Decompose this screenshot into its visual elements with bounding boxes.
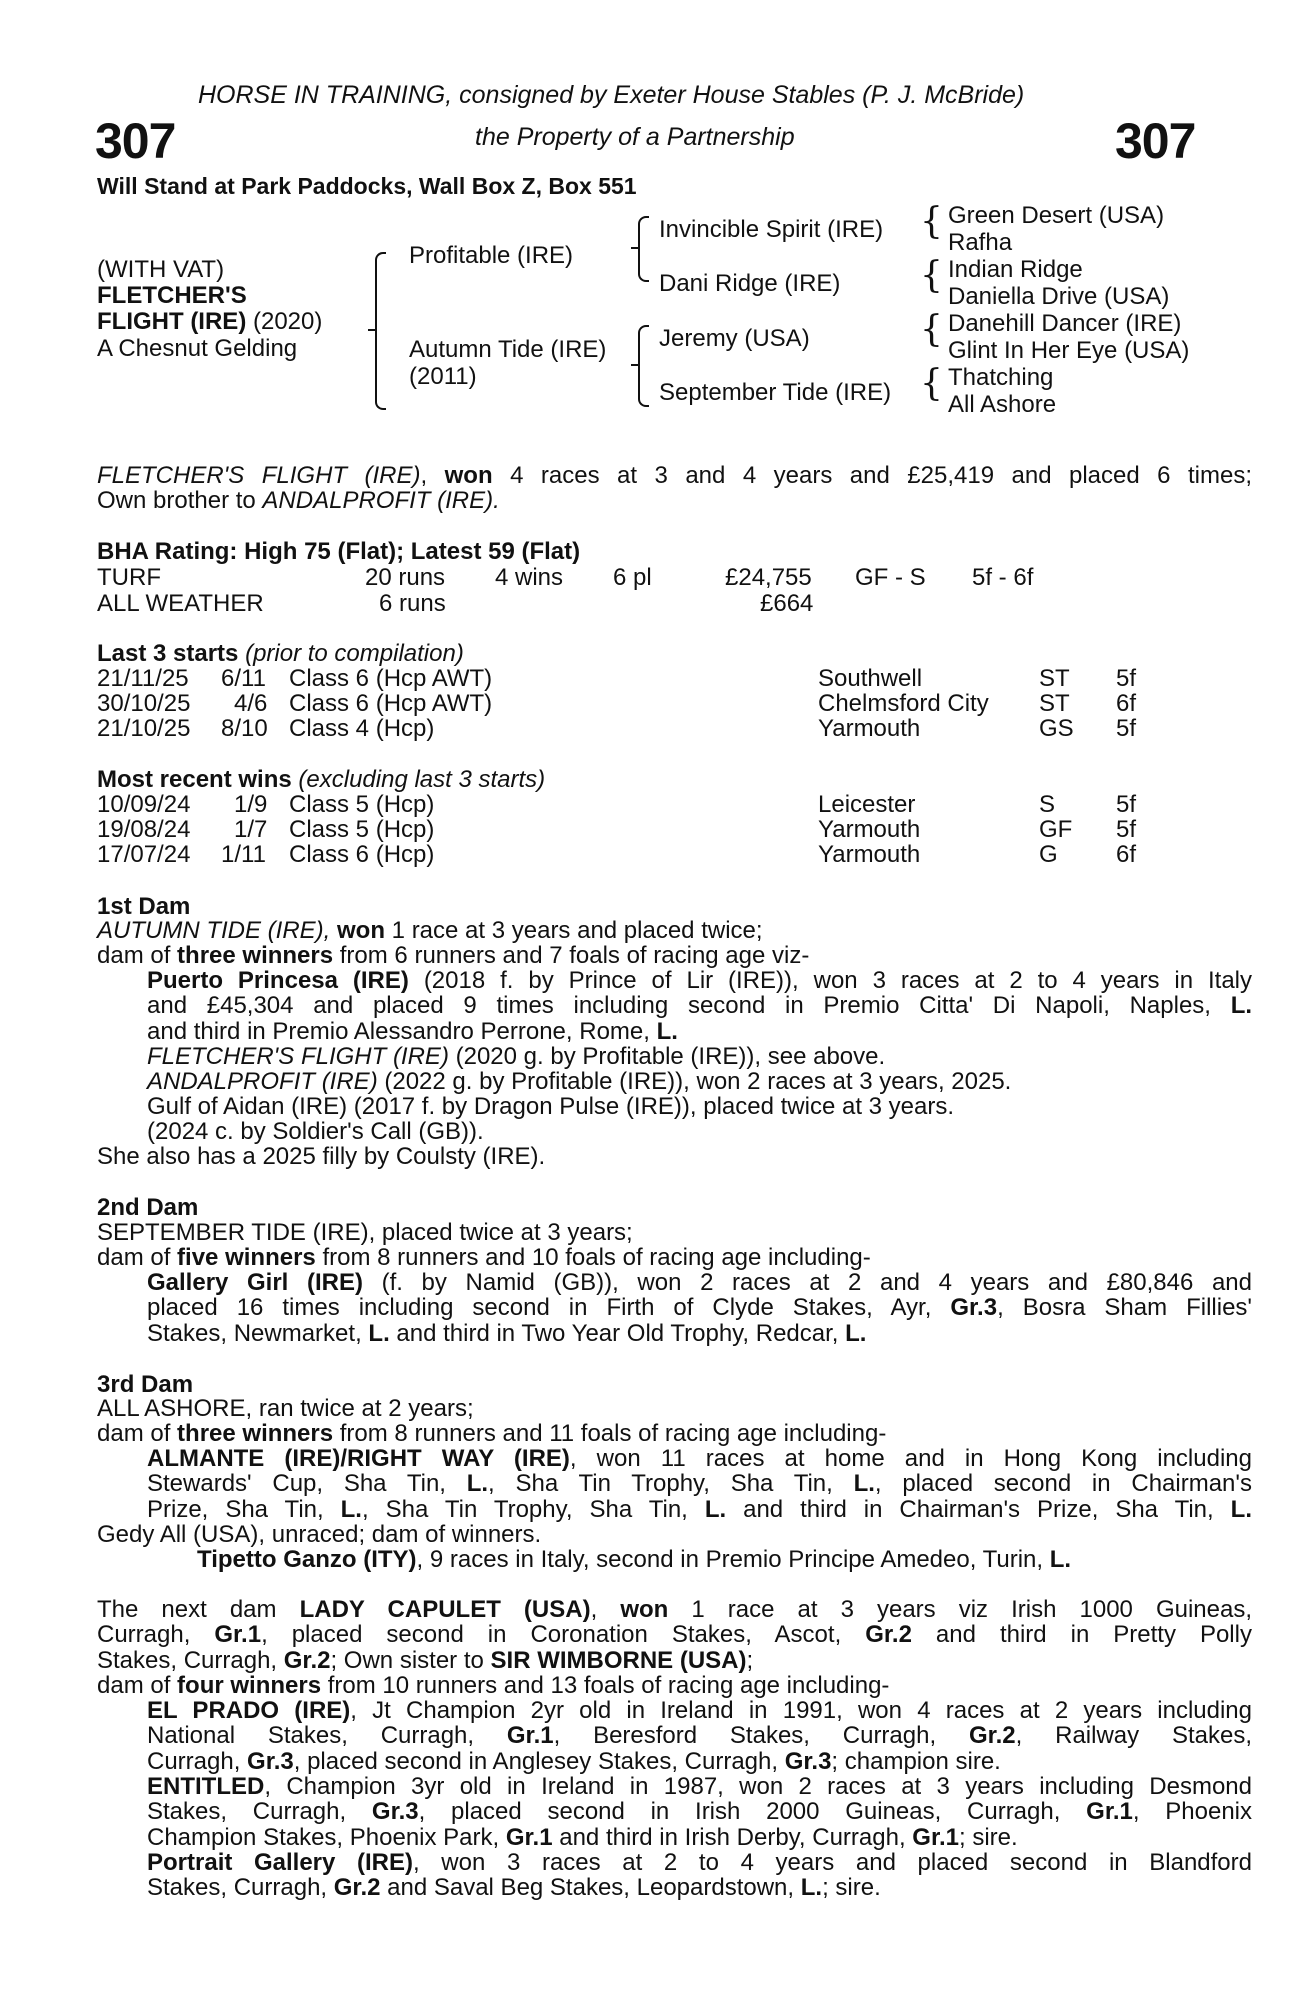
almante-entry: ALMANTE (IRE)/RIGHT WAY (IRE), won 11 races at home and in Hong Kong including Stewards' Cup, Sha Tin, L., Sha Tin Trophy, Sha Tin, L., placed second in Chairman's Prize, Sha Tin, L., Sha Tin Trophy, Sha Tin, L. and third in Chairman's Prize, Sha Tin, L. (147, 1445, 1252, 1523)
dam3-line2: dam of three winners from 8 runners and 11 foals of racing age including- (97, 1420, 887, 1447)
dam2-line2: dam of five winners from 8 runners and 10 foals of racing age including- (97, 1244, 871, 1271)
gedy-all-entry: Gedy All (USA), unraced; dam of winners. (97, 1521, 542, 1548)
brace-gg1: { (920, 201, 943, 242)
brace-gg3: { (920, 309, 943, 350)
gg-2: Rafha (948, 229, 1013, 256)
dam: Autumn Tide (IRE) (409, 336, 607, 363)
dam1-line1: AUTUMN TIDE (IRE), won 1 race at 3 years and placed twice; (97, 917, 763, 944)
consignor-title: HORSE IN TRAINING, consigned by Exeter House Stables (P. J. McBride) (198, 81, 1025, 109)
gg-7: Thatching (948, 364, 1054, 391)
next-dam-entry: The next dam LADY CAPULET (USA), won 1 race at 3 years viz Irish 1000 Guineas, Curragh, Gr.1, placed second in Coronation Stakes, Ascot, Gr.2 and third in Pretty Polly Stakes, Curragh, Gr.2; Own sister to SIR WIMBORNE (USA); (97, 1596, 1253, 1674)
horse-name-line2: FLIGHT (IRE) (2020) (97, 308, 323, 335)
sire-sire: Invincible Spirit (IRE) (659, 216, 884, 243)
race-summary: FLETCHER'S FLIGHT (IRE), won 4 races at 3 and 4 years and £25,419 and placed 6 times; Own brother to ANDALPROFIT (IRE). (97, 462, 1252, 515)
brace-sire-lower (638, 248, 649, 282)
sire-dam: Dani Ridge (IRE) (659, 270, 841, 297)
brace-main-lower (375, 330, 386, 410)
stand-location: Will Stand at Park Paddocks, Wall Box Z, Box 551 (97, 173, 637, 199)
brace-dam-lower (638, 365, 649, 407)
property-subtitle: the Property of a Partnership (475, 123, 795, 151)
gg-1: Green Desert (USA) (948, 202, 1165, 229)
dam1-heading: 1st Dam (97, 893, 191, 920)
horse-name-line1: FLETCHER'S (97, 282, 247, 309)
dam-sire: Jeremy (USA) (659, 325, 810, 352)
dam3-heading: 3rd Dam (97, 1371, 194, 1398)
brace-dam-upper (638, 325, 649, 367)
recent-wins-heading: Most recent wins (excluding last 3 starts) (97, 766, 546, 793)
lot-number-right: 307 (1115, 113, 1196, 169)
brace-gg4: { (920, 363, 943, 404)
colt-2024-entry: (2024 c. by Soldier's Call (GB)). (147, 1118, 484, 1145)
andalprofit-entry: ANDALPROFIT (IRE) (2022 g. by Profitable (IRE)), won 2 races at 3 years, 2025. (147, 1068, 1012, 1095)
lot-number-left: 307 (95, 113, 176, 169)
gg-5: Danehill Dancer (IRE) (948, 310, 1182, 337)
tipetto-ganzo-entry: Tipetto Ganzo (ITY), 9 races in Italy, second in Premio Principe Amedeo, Turin, L. (197, 1546, 1072, 1573)
horse-description: A Chesnut Gelding (97, 335, 298, 362)
dam-dam: September Tide (IRE) (659, 379, 892, 406)
dam1-line2: dam of three winners from 6 runners and 7 foals of racing age viz- (97, 942, 810, 969)
filly-2025-entry: She also has a 2025 filly by Coulsty (IRE). (97, 1143, 546, 1170)
sire: Profitable (IRE) (409, 242, 574, 269)
el-prado-entry: EL PRADO (IRE), Jt Champion 2yr old in Ireland in 1991, won 4 races at 2 years including National Stakes, Curragh, Gr.1, Beresford Stakes, Curragh, Gr.2, Railway Stakes, Curragh, Gr.3, placed second in Anglesey Stakes, Curragh, Gr.3; champion sire. (147, 1697, 1253, 1775)
brace-main-upper (375, 252, 386, 332)
gg-6: Glint In Her Eye (USA) (948, 337, 1190, 364)
dam2-line1: SEPTEMBER TIDE (IRE), placed twice at 3 years; (97, 1219, 633, 1246)
entitled-entry: ENTITLED, Champion 3yr old in Ireland in 1987, won 2 races at 3 years including Desmond Stakes, Curragh, Gr.3, placed second in Irish 2000 Guineas, Curragh, Gr.1, Phoenix Champion Stakes, Phoenix Park, Gr.1 and third in Irish Derby, Curragh, Gr.1; sire. (147, 1773, 1252, 1851)
next-dam-line4: dam of four winners from 10 runners and 13 foals of racing age including- (97, 1672, 890, 1699)
dam3-line1: ALL ASHORE, ran twice at 2 years; (97, 1395, 474, 1422)
dam-year: (2011) (409, 363, 477, 390)
gg-3: Indian Ridge (948, 256, 1083, 283)
dam2-heading: 2nd Dam (97, 1194, 199, 1221)
brace-gg2: { (920, 255, 943, 296)
gg-8: All Ashore (948, 391, 1057, 418)
last3-heading: Last 3 starts (prior to compilation) (97, 640, 464, 667)
gallery-girl-entry: Gallery Girl (IRE) (f. by Namid (GB)), won 2 races at 2 and 4 years and £80,846 and placed 16 times including second in Firth of Clyde Stakes, Ayr, Gr.3, Bosra Sham Fillies' Stakes, Newmarket, L. and third in Two Year Old Trophy, Redcar, L. (147, 1269, 1252, 1347)
portrait-gallery-entry: Portrait Gallery (IRE), won 3 races at 2 to 4 years and placed second in Blandford Stakes, Curragh, Gr.2 and Saval Beg Stakes, Leopardstown, L.; sire. (147, 1849, 1252, 1902)
bha-rating: BHA Rating: High 75 (Flat); Latest 59 (Flat) (97, 538, 581, 565)
puerto-princesa-entry: Puerto Princesa (IRE) (2018 f. by Prince of Lir (IRE)), won 3 races at 2 to 4 years in Italy and £45,304 and placed 9 times including second in Premio Citta' Di Napoli, Naples, L. and third in Premio Alessandro Perrone, Rome, L. (147, 967, 1253, 1045)
vat-note: (WITH VAT) (97, 256, 225, 283)
gg-4: Daniella Drive (USA) (948, 283, 1170, 310)
brace-sire-upper (638, 216, 649, 250)
gulf-of-aidan-entry: Gulf of Aidan (IRE) (2017 f. by Dragon Pulse (IRE)), placed twice at 3 years. (147, 1093, 955, 1120)
fletchers-flight-entry: FLETCHER'S FLIGHT (IRE) (2020 g. by Profitable (IRE)), see above. (147, 1043, 886, 1070)
catalogue-page: HORSE IN TRAINING, consigned by Exeter House Stables (P. J. McBride) 307 the Property of a Partnership 307 Will Stand at Park Paddocks, Wall Box Z, Box 551 (WITH VAT) FLETCHER'S FLIGHT (IRE) (2020) A Chesnut Gelding Profitable (IRE) Autumn Tide (IRE) (2011) Invincible Spirit (IRE) Dani Ridge (IRE) Jeremy (USA) September Tide (IRE) { { { { Green Desert (USA) Rafha Indian Ridge Daniella Drive (USA) Danehill Dancer (IRE) Glint In Her Eye (USA) Thatching All Ashore FLETCHER'S FLIGHT (IRE), won 4 races at 3 and 4 years and £25,419 and placed 6 times; Own brother to ANDALPROFIT (IRE). BHA Rating: High 75 (Flat); Latest 59 (Flat) TURF 20 runs 4 wins 6 pl £24,755 GF - S 5f - 6f ALL WEATHER 6 runs £664 Last 3 starts (prior to compilation) 21/11/25 6/11 Class 6 (Hcp AWT) Southwell ST 5f 30/10/25 4/6 Class 6 (Hcp AWT) Chelmsford City ST 6f 21/10/25 8/10 Class 4 (Hcp) Yarmouth GS 5f Most recent wins (excluding last 3 starts) 10/09/24 1/9 Class 5 (Hcp) Leicester S 5f 19/08/24 1/7 Class 5 (Hcp) Yarmouth GF 5f 17/07/24 1/11 Class 6 (Hcp) Yarmouth G 6f 1st Dam AUTUMN TIDE (IRE), won 1 race at 3 years and placed twice; dam of three winners from 6 runners and 7 foals of racing age viz- Puerto Princesa (IRE) (2018 f. by Prince of Lir (IRE)), won 3 races at 2 to 4 years in Italy and £45,304 and placed 9 times including second in Premio Citta' Di Napoli, Naples, L. and third in Premio Alessandro Perrone, Rome, L. FLETCHER'S FLIGHT (IRE) (2020 g. by Profitable (IRE)), see above. ANDALPROFIT (IRE) (2022 g. by Profitable (IRE)), won 2 races at 3 years, 2025. Gulf of Aidan (IRE) (2017 f. by Dragon Pulse (IRE)), placed twice at 3 years. (2024 c. by Soldier's Call (GB)). She also has a 2025 filly by Coulsty (IRE). 2nd Dam SEPTEMBER TIDE (IRE), placed twice at 3 years; dam of five winners from 8 runners and 10 foals of racing age including- Gallery Girl (IRE) (f. by Namid (GB)), won 2 races at 2 and 4 years and £80,846 and placed 16 times including second in Firth of Clyde Stakes, Ayr, Gr.3, Bosra Sham Fillies' Stakes, Newmarket, L. and third in Two Year Old Trophy, Redcar, L. 3rd Dam ALL ASHORE, ran twice at 2 years; dam of three winners from 8 runners and 11 foals of racing age including- ALMANTE (IRE)/RIGHT WAY (IRE), won 11 races at home and in Hong Kong including Stewards' Cup, Sha Tin, L., Sha Tin Trophy, Sha Tin, L., placed second in Chairman's Prize, Sha Tin, L., Sha Tin Trophy, Sha Tin, L. and third in Chairman's Prize, Sha Tin, L. Gedy All (USA), unraced; dam of winners. Tipetto Ganzo (ITY), 9 races in Italy, second in Premio Principe Amedeo, Turin, L. The next dam LADY CAPULET (USA), won 1 race at 3 years viz Irish 1000 Guineas, Curragh, Gr.1, placed second in Coronation Stakes, Ascot, Gr.2 and third in Pretty Polly Stakes, Curragh, Gr.2; Own sister to SIR WIMBORNE (USA); dam of four winners from 10 runners and 13 foals of racing age including- EL PRADO (IRE), Jt Champion 2yr old in Ireland in 1991, won 4 races at 2 years including National Stakes, Curragh, Gr.1, Beresford Stakes, Curragh, Gr.2, Railway Stakes, Curragh, Gr.3, placed second in Anglesey Stakes, Curragh, Gr.3; champion sire. ENTITLED, Champion 3yr old in Ireland in 1987, won 2 races at 3 years including Desmond Stakes, Curragh, Gr.3, placed second in Irish 2000 Guineas, Curragh, Gr.1, Phoenix Champion Stakes, Phoenix Park, Gr.1 and third in Irish Derby, Curragh, Gr.1; sire. Portrait Gallery (IRE), won 3 races at 2 to 4 years and placed second in Blandford Stakes, Curragh, Gr.2 and Saval Beg Stakes, Leopardstown, L.; sire. (95, 81, 1253, 1902)
